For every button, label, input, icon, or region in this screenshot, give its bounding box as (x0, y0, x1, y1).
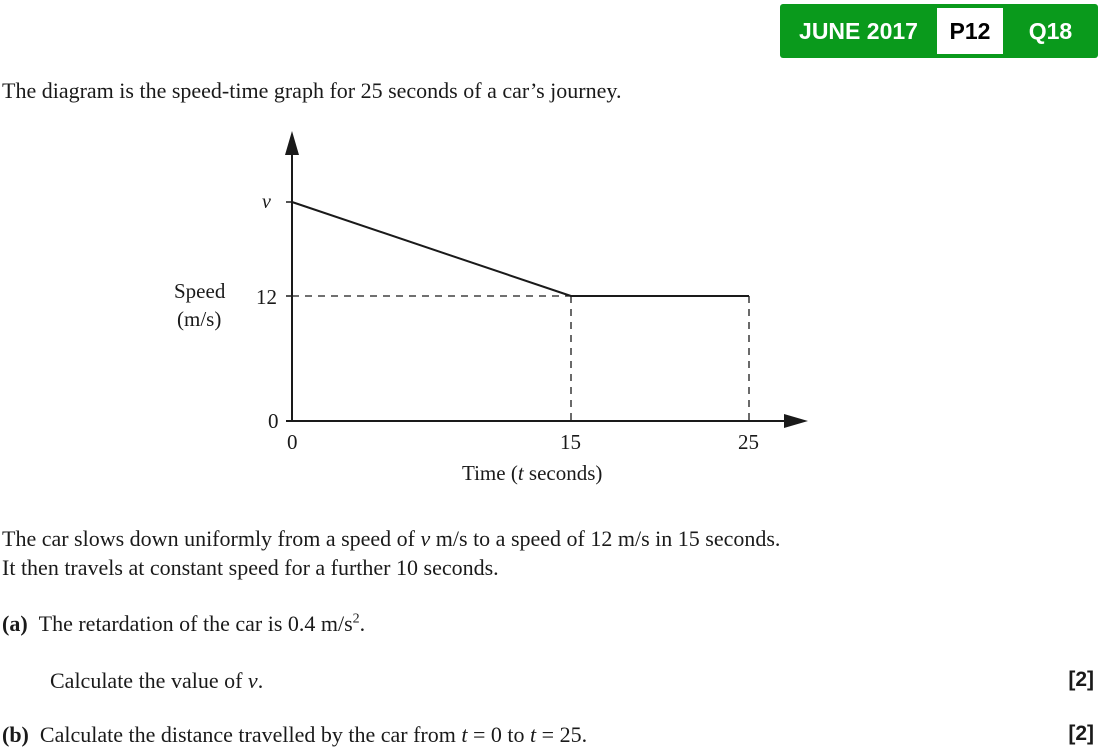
x-tick-label-25: 25 (738, 430, 759, 454)
part-b-label: (b) (2, 722, 29, 747)
part-a-stem: (a) The retardation of the car is 0.4 $m/s^2$. (2, 611, 366, 636)
y-tick-label-0: 0 (268, 409, 279, 433)
x-tick-label-0: 0 (287, 430, 298, 454)
part-a-label: (a) (2, 611, 28, 636)
y-tick-label-v: v (262, 191, 271, 213)
y-axis-label-speed: Speed (174, 279, 226, 303)
part-a-instruction: Calculate the value of v. (50, 668, 264, 693)
part-b-text: (b) Calculate the distance travelled by the car from t = 0 to t = 25. (2, 722, 588, 747)
part-a-marks: [2] (1068, 668, 1094, 691)
body-line-2: It then travels at constant speed for a further 10 seconds. (2, 555, 499, 580)
paper-number: P12 (937, 8, 1003, 54)
x-axis-arrow-icon (784, 414, 808, 428)
intro-text: The diagram is the speed-time graph for 25 seconds of a car’s journey. (2, 78, 622, 103)
x-axis-label: Time (t seconds) (462, 461, 603, 485)
y-tick-label-12: 12 (256, 285, 277, 309)
deceleration-segment (292, 202, 571, 296)
question-number: Q18 (1028, 17, 1073, 44)
x-tick-label-15: 15 (560, 430, 581, 454)
exam-date: JUNE 2017 (799, 17, 918, 44)
body-line-1: The car slows down uniformly from a speed of v m/s to a speed of 12 m/s in 15 seconds. (2, 526, 781, 551)
y-axis-label-units: (m/s) (177, 307, 222, 331)
part-b-marks: [2] (1068, 722, 1094, 745)
y-axis-arrow-icon (285, 131, 299, 155)
